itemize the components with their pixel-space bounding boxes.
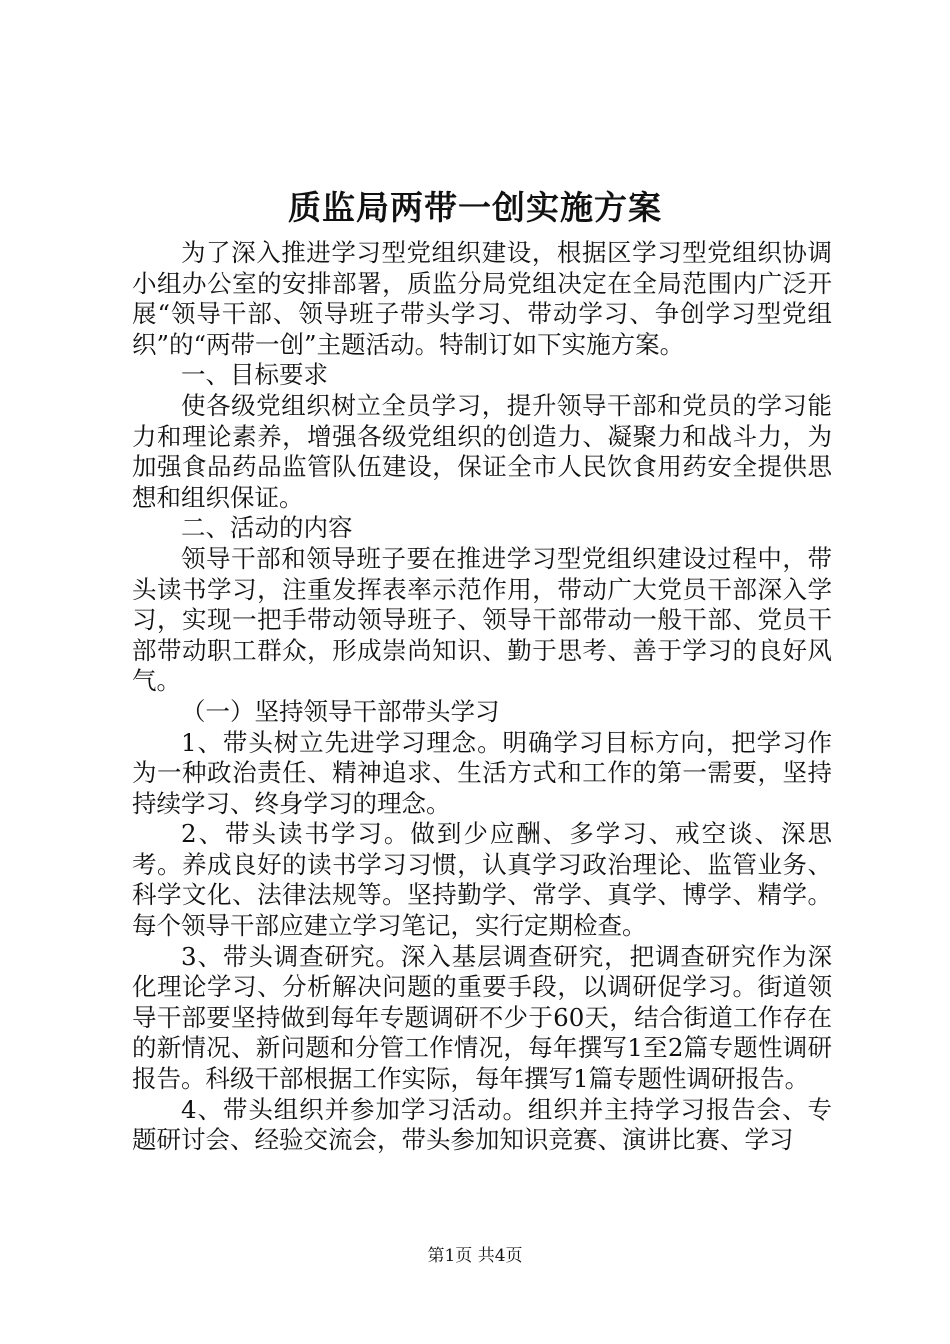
list-item-4: 4、带头组织并参加学习活动。组织并主持学习报告会、专题研讨会、经验交流会，带头参加知识竞赛、演讲比赛、学习 [132,1094,832,1155]
subsection-heading-leaders: （一）坚持领导干部带头学习 [181,696,500,726]
document-body [132,238,832,1156]
content-paragraph: 领导干部和领导班子要在推进学习型党组织建设过程中，带头读书学习，注重发挥表率示范作用，带动广大党员干部深入学习，实现一把手带动领导班子、领导干部带动一般干部、党员干部带动职工群众，形成崇尚知识、勤于思考、善于学习的良好风气。 [132,543,832,696]
list-item-2: 2、带头读书学习。做到少应酬、多学习、戒空谈、深思考。养成良好的读书学习习惯，认真学习政治理论、监管业务、科学文化、法律法规等。坚持勤学、常学、真学、博学、精学。每个领导干部应建立学习笔记，实行定期检查。 [132,819,832,941]
list-item-3: 3、带头调查研究。深入基层调查研究，把调查研究作为深化理论学习、分析解决问题的重要手段，以调研促学习。街道领导干部要坚持做到每年专题调研不少于60天，结合街道工作存在的新情况、新问题和分管工作情况，每年撰写1至2篇专题性调研报告。科级干部根据工作实际，每年撰写1篇专题性调研报告。 [132,941,832,1094]
intro-paragraph: 为了深入推进学习型党组织建设，根据区学习型党组织协调小组办公室的安排部署，质监分局党组决定在全局范围内广泛开展“领导干部、领导班子带头学习、带动学习、争创学习型党组织”的“两带一创”主题活动。特制订如下实施方案。 [132,238,832,359]
document-title: 质监局两带一创实施方案 [288,188,662,227]
page-footer: 第1页 共4页 [427,1246,523,1266]
section-heading-goals: 一、目标要求 [181,360,328,390]
goals-paragraph: 使各级党组织树立全员学习，提升领导干部和党员的学习能力和理论素养，增强各级党组织的创造力、凝聚力和战斗力，为加强食品药品监管队伍建设，保证全市人民饮食用药安全提供思想和组织保证。 [132,390,832,512]
list-item-1: 1、带头树立先进学习理念。明确学习目标方向，把学习作为一种政治责任、精神追求、生活方式和工作的第一需要，坚持持续学习、终身学习的理念。 [132,727,832,818]
section-heading-content: 二、活动的内容 [181,513,353,543]
